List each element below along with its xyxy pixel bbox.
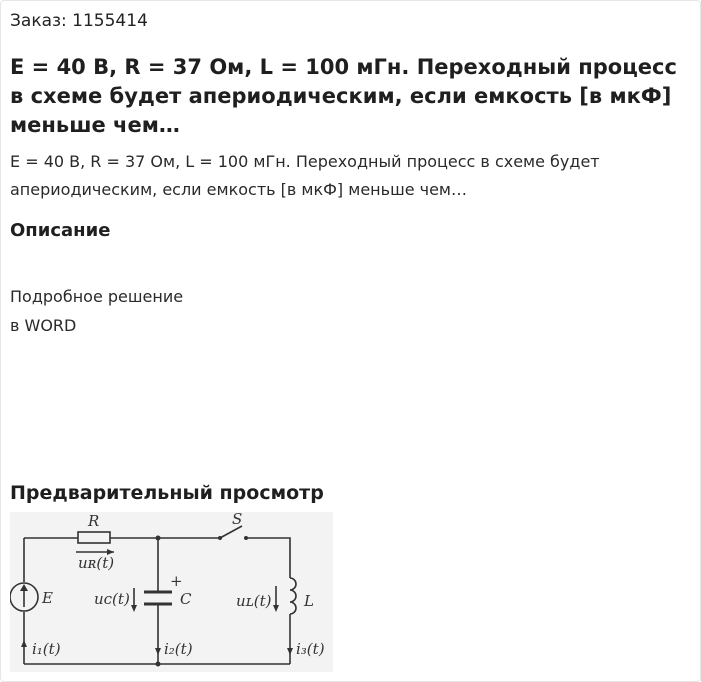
switch-contact bbox=[244, 536, 248, 540]
inductor-label: L bbox=[304, 592, 314, 610]
current-arrow-1 bbox=[21, 640, 27, 647]
capacitor-plus: + bbox=[170, 572, 183, 590]
resistor-symbol bbox=[78, 532, 110, 543]
current-arrow-2 bbox=[155, 648, 161, 655]
junction-dot bbox=[156, 536, 161, 541]
current-3-label: i₃(t) bbox=[296, 640, 325, 658]
resistor-label: R bbox=[88, 512, 100, 530]
resistor-voltage-label: uʀ(t) bbox=[78, 554, 115, 572]
arrow-head bbox=[131, 605, 137, 612]
source-arrow-head bbox=[20, 584, 28, 591]
description-line: в WORD bbox=[10, 316, 77, 335]
junction-dot bbox=[156, 662, 161, 667]
description-line: Подробное решение bbox=[10, 287, 184, 306]
current-2-label: i₂(t) bbox=[164, 640, 193, 658]
description-body bbox=[10, 282, 183, 340]
preview-image[interactable] bbox=[10, 512, 333, 672]
inductor-voltage-label: uʟ(t) bbox=[236, 592, 272, 610]
circuit-diagram bbox=[10, 512, 333, 672]
description-heading: Описание bbox=[10, 220, 111, 241]
source-label: E bbox=[42, 589, 53, 607]
capacitor-voltage-label: uᴄ(t) bbox=[94, 590, 130, 608]
wire-top-right bbox=[246, 538, 290, 578]
summary-text: E = 40 В, R = 37 Ом, L = 100 мГн. Переходный процесс в схеме будет апериодическим, если емкость [в мкФ] меньше чем… bbox=[10, 152, 600, 199]
order-number: Заказ: 1155414 bbox=[10, 11, 148, 31]
capacitor-label: C bbox=[180, 590, 192, 608]
preview-heading: Предварительный просмотр bbox=[10, 482, 324, 504]
inductor-symbol bbox=[290, 578, 296, 614]
switch-contact bbox=[218, 536, 222, 540]
switch-label: S bbox=[232, 512, 243, 528]
current-1-label: i₁(t) bbox=[32, 640, 61, 658]
arrow-head bbox=[273, 605, 279, 612]
capacitor-symbol bbox=[144, 592, 172, 604]
current-arrow-3 bbox=[287, 648, 293, 655]
page-title: E = 40 В, R = 37 Ом, L = 100 мГн. Переходный процесс в схеме будет апериодическим, если емкость [в мкФ] меньше чем… bbox=[10, 55, 677, 137]
